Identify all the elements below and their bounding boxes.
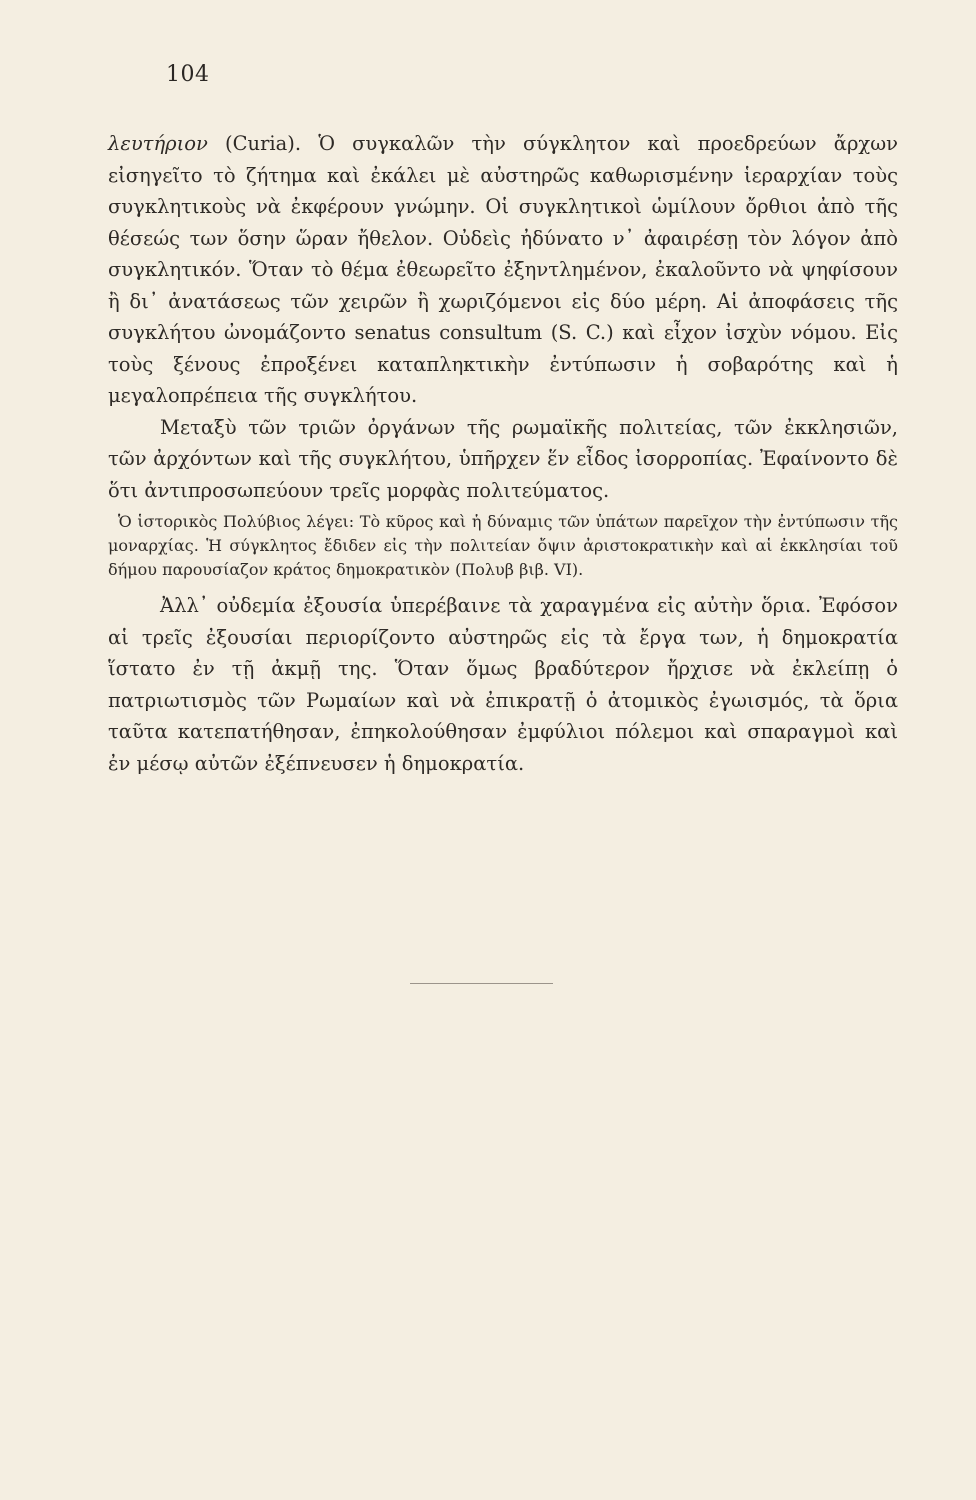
paragraph-balance-of-powers: Μεταξὺ τῶν τριῶν ὀργάνων τῆς ρωμαϊκῆς πολιτείας, τῶν ἐκκλησιῶν, τῶν ἀρχόντων καὶ τῆς συγκλήτου, ὑπῆρχεν ἕν εἶδος ἰσορροπίας. Ἐφαίνοντο δὲ ὅτι ἀντιπροσωπεύουν τρεῖς μορφὰς πολιτεύματος. bbox=[108, 415, 898, 502]
paragraph-lead-word: λευτήριον bbox=[108, 132, 208, 155]
paragraph-senate-procedure bbox=[108, 128, 898, 412]
page-number: 104 bbox=[166, 62, 210, 87]
polybius-quote: Ὁ ἱστορικὸς Πολύβιος λέγει: Τὸ κῦρος καὶ ἡ δύναμις τῶν ὑπάτων παρεῖχον τὴν ἐντύπωσιν τῆς μοναρχίας. Ἡ σύγκλητος ἔδιδεν εἰς τὴν πολιτείαν ὄψιν ἀριστοκρατικὴν καὶ αἱ ἐκκλησίαι τοῦ δήμου παρουσίαζον κράτος δημοκρατικὸν (Πολυβ βιβ. VI). bbox=[108, 512, 898, 579]
paragraph-text: (Curia). Ὁ συγκαλῶν τὴν σύγκλητον καὶ προεδρεύων ἄρχων εἰσηγεῖτο τὸ ζήτημα καὶ ἐκάλει μὲ αὐστηρῶς καθωρισμένην ἱεραρχίαν τοὺς συγκλητικοὺς νὰ ἐκφέρουν γνώμην. Οἱ συγκλητικοὶ ὡμίλουν ὄρθιοι ἀπὸ τῆς θέσεώς των ὅσην ὥραν ἤθελον. Οὐδεὶς ἠδύνατο ν᾿ ἀφαιρέσῃ τὸν λόγον ἀπὸ συγκλητικόν. Ὅταν τὸ θέμα ἐθεωρεῖτο ἐξηντλημένον, ἐκαλοῦντο νὰ ψηφίσουν ἢ δι᾿ ἀνατάσεως τῶν χειρῶν ἢ χωριζόμενοι εἰς δύο μέρη. Αἱ ἀποφάσεις τῆς συγκλήτου ὠνομάζοντο senatus consultum (S. C.) καὶ εἶχον ἰσχὺν νόμου. Εἰς τοὺς ξένους ἐπροξένει καταπληκτικὴν ἐντύπωσιν ἡ σοβαρότης καὶ ἡ μεγαλοπρέπεια τῆς συγκλήτου. bbox=[108, 132, 898, 407]
paragraph-decline: Ἀλλ᾿ οὐδεμία ἐξουσία ὑπερέβαινε τὰ χαραγμένα εἰς αὐτὴν ὅρια. Ἐφόσον αἱ τρεῖς ἐξουσίαι περιορίζοντο αὐστηρῶς εἰς τὰ ἔργα των, ἡ δημοκρατία ἵστατο ἐν τῇ ἀκμῇ της. Ὅταν ὅμως βραδύτερον ἤρχισε νὰ ἐκλείπῃ ὁ πατριωτισμὸς τῶν Ρωμαίων καὶ νὰ ἐπικρατῇ ὁ ἀτομικὸς ἐγωισμός, τὰ ὅρια ταῦτα κατεπατήθησαν, ἐπηκολούθησαν ἐμφύλιοι πόλεμοι καὶ σπαραγμοὶ καὶ ἐν μέσῳ αὐτῶν ἐξέπνευσεν ἡ δημοκρατία. bbox=[108, 594, 898, 775]
section-divider bbox=[410, 983, 553, 984]
body-text bbox=[108, 128, 898, 779]
